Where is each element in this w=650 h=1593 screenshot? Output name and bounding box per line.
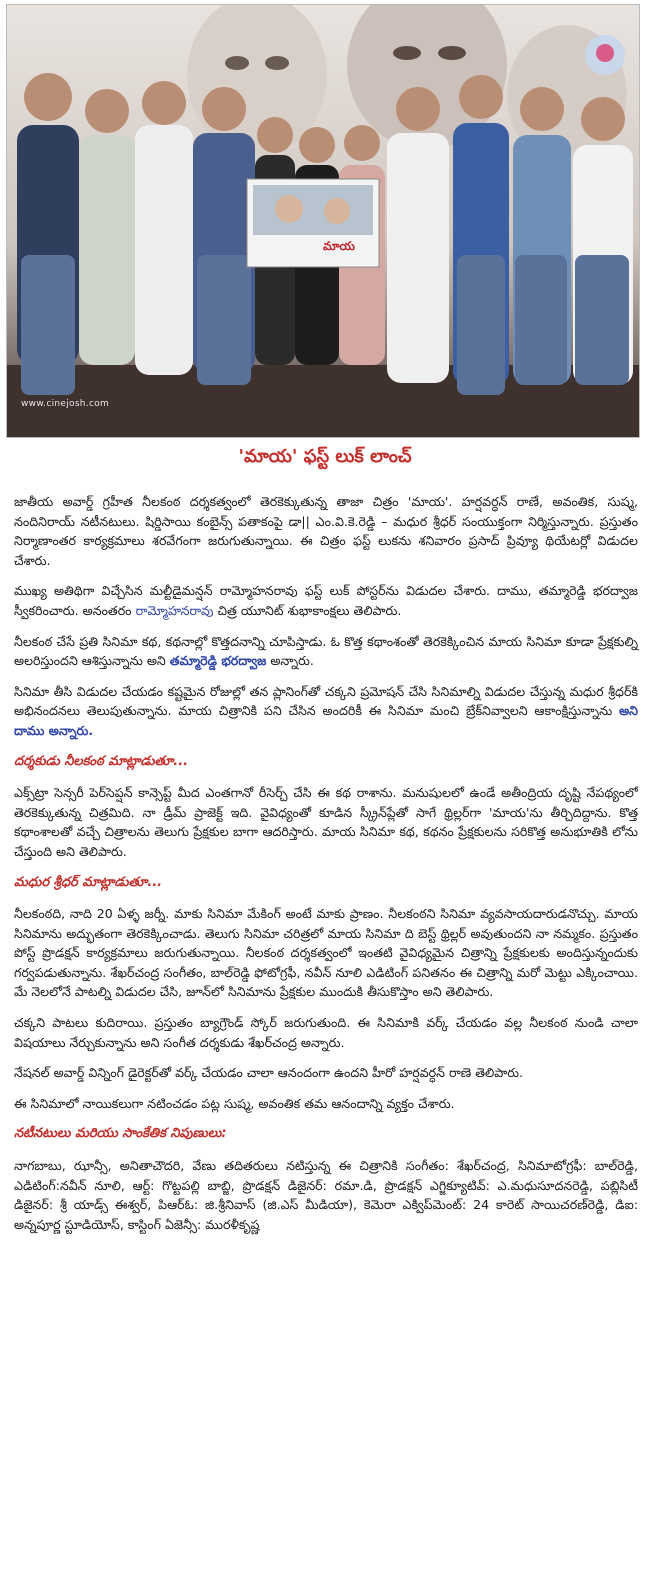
paragraph: నీలకంఠది, నాది 20 ఏళ్ళ జర్నీ. మాకు సినిమా మేకింగ్ అంటే మాకు ప్రాణం. నీలకంఠని సినిమా వ్యవసాయదారుడనొచ్చు. మాయ సినిమాను అద్భుతంగా తెరకెక్కించాడు. తెలుగు సినిమా చరిత్రలో మాయ సినిమా ది బెస్ట్ థ్రిల్లర్ అవుతుందని నా నమ్మకం. ప్రస్తుతం పోస్ట్ ప్రొడక్షన్ కార్యక్రమాలు జరుగుతున్నాయి. నీలకంఠ దర్శకత్వంలో ఇంతటి వైవిధ్యమైన చిత్రాన్ని ప్రేక్షకులకు అందిస్తున్నందుకు గర్వపడుతున్నాను. శేఖర్‌చంద్ర సంగీతం, బాల్‌రెడ్డి ఫోటోగ్రఫీ, నవీన్ నూలి ఎడిటింగ్ పనితనం ఈ చిత్రాన్ని మరో మెట్టు ఎక్కించాయి. మే నెలలోనే పాటల్ని విడుదల చేసి, జూన్‌లో సినిమాను ప్రేక్షకుల ముందుకి తీసుకొస్తాం అని తెలిపారు.: [14, 906, 638, 1000]
subheading: మధుర శ్రీధర్ మాట్లాడుతూ...: [14, 874, 163, 890]
paragraph: ఈ సినిమాలో నాయికలుగా నటించడం పట్ల సుష్మ, అవంతిక తమ ఆనందాన్ని వ్యక్తం చేశారు.: [14, 1095, 455, 1111]
watermark: www.cinejosh.com: [21, 399, 110, 409]
highlight-name: తమ్మారెడ్డి భరద్వాజ: [169, 653, 267, 669]
highlight-name: అని దాము అన్నారు.: [14, 703, 638, 738]
text-span: సినిమా తీసి విడుదల చేయడం కష్టమైన రోజుల్లో తన ప్లానింగ్‌తో చక్కని ప్రమోషన్ చేసి సినిమాల్ని విడుదల చేస్తున్న మధుర శ్రీధర్‌కి అభినందనలు తెలుపుతున్నాను. మాయ చిత్రానికి పని చేసిన అందరికీ ఈ సినిమా మంచి బ్రేక్‌నివ్వాలని ఆకాంక్షిస్తున్నాను: [14, 683, 638, 719]
highlight-link[interactable]: రామ్మోహనరావు: [135, 602, 214, 618]
event-photo-illustration: [7, 5, 639, 437]
paragraph: ఎక్స్‌ట్రా సెన్సరీ పెర్‌సెప్షన్ కాన్సెప్ట్ మీద ఎంతగానో రీసెర్చ్ చేసి ఈ కథ రాశాను. మనుషులలో ఉండే అతీంద్రియ దృష్టి నేపథ్యంలో తెరకెక్కుతున్న చిత్రమిది. నా డ్రీమ్ ప్రాజెక్ట్ ఇది. వైవిధ్యంతో కూడిన స్క్రీన్‌ప్లేతో సాగే థ్రిల్లర్‌గా 'మాయ'ను తీర్చిదిద్దాను. కొత్త కథాంశాలతో వచ్చే చిత్రాలను తెలుగు ప్రేక్షకుల బాగా ఆదరిస్తారు. మాయ సినిమా కథ, కథనం ప్రేక్షకులను సరికొత్త అనుభూతికి లోను చేస్తుంది అని తెలిపారు.: [14, 785, 638, 859]
paragraph: జాతీయ అవార్డ్ గ్రహీత నీలకంఠ దర్శకత్వంలో తెరకెక్కుతున్న తాజా చిత్రం 'మాయ'. హర్షవర్ధన్ రాణే, అవంతిక, సుష్మ, నందినిరాయ్ నటీనటులు. షిర్డిసాయి కంబైన్స్ పతాకంపై డా|| ఎం.వి.కె.రెడ్డి – మధుర శ్రీధర్ సంయుక్తంగా నిర్మిస్తున్నారు. ప్రస్తుతం నిర్మాణాంతర కార్యక్రమాలు శరవేగంగా జరుగుతున్నాయి. ఈ చిత్రం ఫస్ట్ లుకను శనివారం ప్రసాద్ ప్రివ్యూ థియేటర్లో విడుదల చేశారు.: [14, 494, 638, 568]
paragraph: నాగబాబు, ఝాన్సీ, అనితాచౌదరి, వేణు తదితరులు నటిస్తున్న ఈ చిత్రానికి సంగీతం: శేఖర్‌చంద్ర, సినిమాటోగ్రఫీ: బాల్‌రెడ్డి, ఎడిటింగ్:నవీన్ నూలి, ఆర్ట్: గొట్టపల్లి బాబ్జి, ప్రొడక్షన్ డిజైనర్: రమా.డి, ప్రొడక్షన్ ఎగ్జిక్యూటివ్: ఎ.మధుసూదనరెడ్డి, పబ్లిసిటీ డిజైనర్: శ్రీ యాడ్స్ ఈశ్వర్, పిఆర్‌ఓ: జి.శ్రీనివాస్ (జి.ఎస్ మీడియా), కెమెరా ఎక్విప్‌మెంట్: 24 కారెట్ సాయిచరణ్‌రెడ్డి, డిఐ: అన్నపూర్ణ స్టూడియోస్, కాస్టింగ్ ఏజెన్సీ: మురళీకృష్ణ: [14, 1158, 638, 1232]
paragraph: [14, 632, 638, 671]
paragraph: నేషనల్ అవార్డ్ విన్నింగ్ డైరెక్టర్‌తో వర్క్ చేయడం చాలా ఆనందంగా ఉందని హీరో హర్షవర్ధన్ రాణె తెలిపారు.: [14, 1065, 524, 1081]
event-photo: [6, 4, 640, 438]
poster-title: మాయ: [323, 239, 355, 253]
paragraph: [14, 682, 638, 741]
subheading: నటీనటులు మరియు సాంకేతిక నిపుణులు:: [14, 1126, 227, 1142]
paragraph: [14, 581, 638, 620]
subheading: దర్శకుడు నీలకంఠ మాట్లాడుతూ...: [14, 753, 189, 769]
article-headline: 'మాయ' ఫస్ట్ లుక్ లాంచ్: [238, 446, 412, 467]
text-span: అన్నారు.: [266, 653, 314, 669]
text-span: ముఖ్య అతిథిగా విచ్చేసిన మల్టీడైమన్షన్ రామ్మోహనరావు ఫస్ట్ లుక్ పోస్టర్‌ను విడుదల చేశారు. దాము, తమ్మారెడ్డి భరద్వాజ స్వీకరించారు. అనంతరం: [14, 583, 638, 618]
paragraph: చక్కని పాటలు కుదిరాయి. ప్రస్తుతం బ్యాగ్రౌండ్ స్కోర్ జరుగుతుంది. ఈ సినిమాకి వర్క్ చేయడం వల్ల నీలకంఠ నుండి చాలా విషయాలు నేర్చుకున్నాను అని సంగీత దర్శకుడు శేఖర్‌చంద్ర అన్నారు.: [14, 1015, 638, 1050]
text-span: చిత్ర యూనిట్ శుభాకాంక్షలు తెలిపారు.: [213, 602, 402, 618]
article-body: [14, 492, 638, 1245]
text-span: నీలకంఠ చేసే ప్రతి సినిమా కథ, కథనాల్లో కొత్తదనాన్ని చూపిస్తాడు. ఓ కొత్త కథాంశంతో తెరకెక్కించిన మాయ సినిమా కూడా ప్రేక్షకుల్ని అలరిస్తుందని ఆశిస్తున్నాను అని: [14, 633, 638, 669]
